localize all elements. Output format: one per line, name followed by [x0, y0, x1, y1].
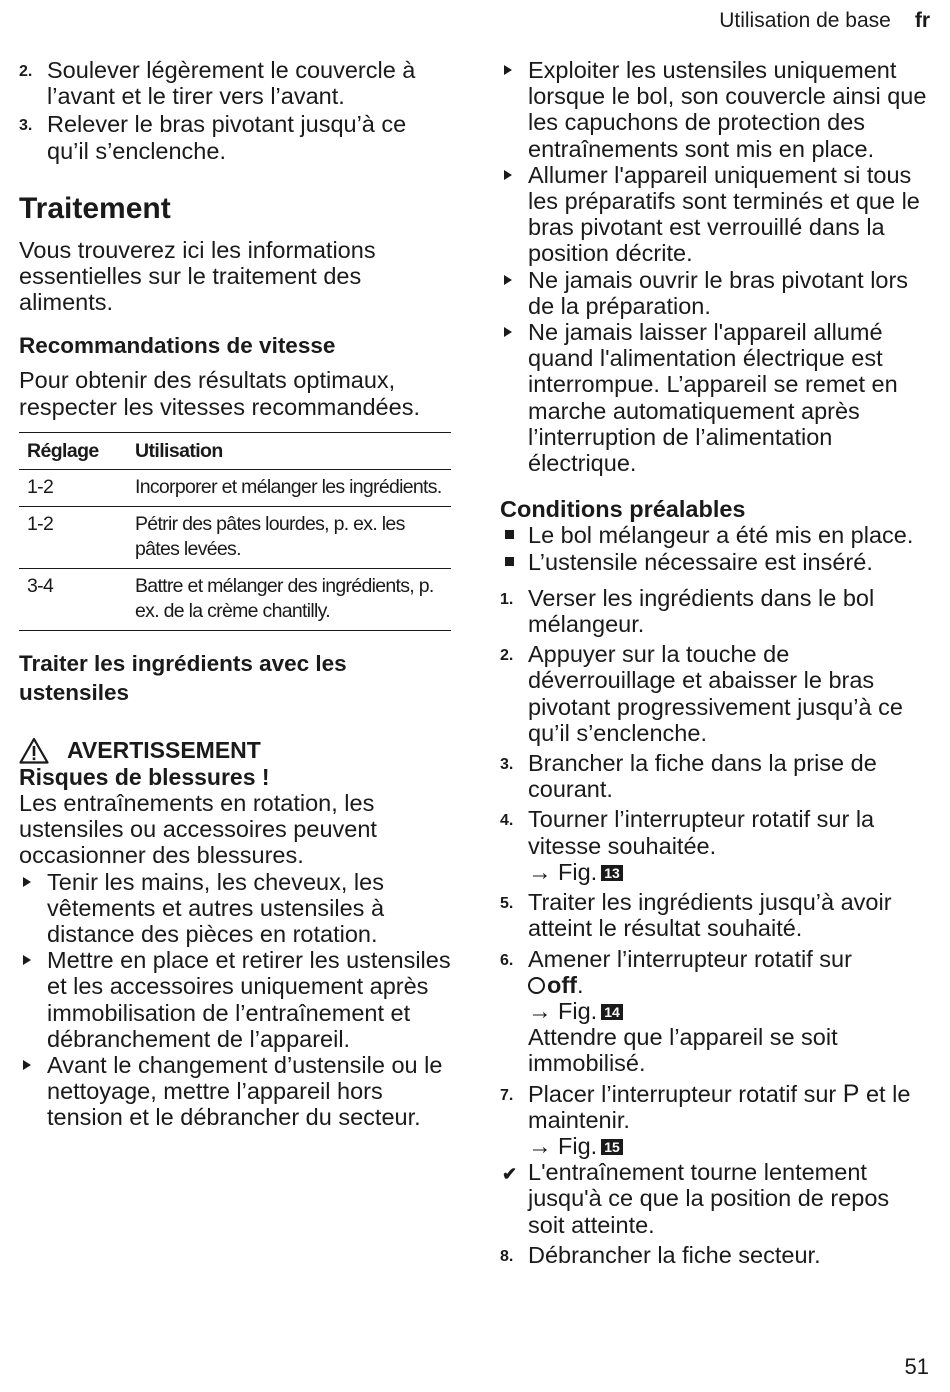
off-position: off. [528, 972, 932, 998]
left-column [19, 57, 451, 1131]
step-3 [500, 750, 932, 802]
table-cell: Pétrir des pâtes lourdes, p. ex. les pâtes levées. [127, 506, 451, 568]
figure-prefix: → Fig. [528, 1132, 598, 1159]
square-bullet-icon [505, 530, 514, 539]
off-circle-icon [528, 977, 545, 994]
column-header: Réglage [19, 432, 127, 469]
warning-triangle-icon [19, 737, 49, 764]
off-label: off [547, 971, 578, 998]
figure-reference [528, 1133, 932, 1159]
bullet-arrow-icon [504, 65, 512, 75]
step-number: 2. [500, 647, 514, 665]
list-item [19, 869, 451, 948]
step-result [500, 1159, 932, 1238]
list-item-text: Exploiter les ustensiles uniquement lorsque le bol, son couvercle ainsi que les capuchons de protection des entraînements sont mis en place. [528, 57, 927, 162]
step-text: Amener l’interrupteur rotatif sur [528, 945, 852, 972]
step-text: Soulever légèrement le couvercle à l’avant et le tirer vers l’avant. [47, 57, 416, 110]
step-text: et le maintenir. [528, 1080, 911, 1133]
intro-paragraph: Vous trouverez ici les informations essentielles sur le traitement des aliments. [19, 236, 376, 316]
step-text: Brancher la fiche dans la prise de courant. [528, 750, 877, 803]
bullet-arrow-icon [504, 327, 512, 337]
list-item [500, 319, 932, 476]
list-item-text: Avant le changement d’ustensile ou le nettoyage, mettre l’appareil hors tension et le débrancher du secteur. [47, 1052, 443, 1131]
warning-block [19, 737, 451, 1131]
table-cell: 3-4 [19, 568, 127, 630]
step-1 [500, 585, 932, 637]
step-2 [19, 57, 451, 109]
tools-heading: Traiter les ingrédients avec les ustensiles [19, 650, 347, 705]
bullet-arrow-icon [504, 170, 512, 180]
table-row [19, 568, 451, 630]
step-number: 3. [500, 756, 514, 774]
step-number: 8. [500, 1247, 514, 1265]
warning-text: Les entraînements en rotation, les ustensiles ou accessoires peuvent occasionner des blessures. [19, 790, 377, 869]
figure-reference [528, 859, 932, 885]
checkmark-icon: ✔ [502, 1164, 518, 1185]
conditions-heading: Conditions préalables [500, 496, 746, 523]
list-item-text: Mettre en place et retirer les ustensiles et les accessoires uniquement après immobilisation de l’entraînement et débranchement de l’appareil. [47, 947, 451, 1052]
step-7 [500, 1081, 932, 1160]
list-item-text: Ne jamais laisser l'appareil allumé quand l'alimentation électrique est interrompue. L’appareil se remet en marche automatiquement après l’interruption de l’alimentation électrique. [528, 319, 898, 477]
condition-text: Le bol mélangeur a été mis en place. [528, 522, 914, 549]
list-item [500, 267, 932, 319]
table-cell: 1-2 [19, 506, 127, 568]
condition-item [500, 549, 932, 575]
bullet-arrow-icon [23, 955, 31, 965]
table-cell: 1-2 [19, 469, 127, 506]
figure-number-badge: 13 [601, 865, 623, 881]
bullet-arrow-icon [23, 877, 31, 887]
procedure-steps [500, 585, 932, 1268]
figure-prefix: → Fig. [528, 997, 598, 1024]
page-number: 51 [904, 1354, 929, 1379]
step-number: 7. [500, 1086, 514, 1104]
condition-text: L’ustensile nécessaire est inséré. [528, 548, 873, 575]
step-number: 6. [500, 951, 514, 969]
warning-title [19, 737, 451, 764]
figure-prefix: → Fig. [528, 858, 598, 885]
list-item [500, 57, 932, 162]
warning-label: AVERTISSEMENT [67, 737, 261, 764]
step-text: Traiter les ingrédients jusqu’à avoir atteint le résultat souhaité. [528, 889, 892, 942]
list-item-text: Allumer l'appareil uniquement si tous les préparatifs sont terminés et que le bras pivotant est verrouillé dans la position décrite. [528, 161, 920, 267]
figure-reference [528, 998, 932, 1024]
page-header [719, 9, 930, 33]
step-text: Placer l’interrupteur rotatif sur [528, 1080, 837, 1107]
step-text: Débrancher la fiche secteur. [528, 1241, 821, 1268]
right-column [500, 57, 932, 1268]
step-text: Relever le bras pivotant jusqu’à ce qu’il s’enclenche. [47, 111, 407, 164]
step-4 [500, 806, 932, 885]
language-code: fr [914, 9, 930, 32]
table-header-row [19, 432, 451, 469]
list-item [19, 1052, 451, 1131]
step-number: 4. [500, 812, 514, 830]
table-cell: Incorporer et mélanger les ingrédients. [127, 469, 451, 506]
step-5 [500, 889, 932, 941]
step-number: 2. [19, 63, 33, 80]
list-item [19, 947, 451, 1052]
step-text: Tourner l’interrupteur rotatif sur la vitesse souhaitée. [528, 806, 875, 859]
bullet-arrow-icon [504, 275, 512, 285]
list-item-text: Ne jamais ouvrir le bras pivotant lors de la préparation. [528, 266, 909, 319]
warning-subtitle: Risques de blessures ! [19, 763, 270, 790]
step-text: Verser les ingrédients dans le bol mélangeur. [528, 584, 875, 638]
section-title: Traitement [19, 191, 171, 225]
step-number: 1. [500, 590, 514, 608]
square-bullet-icon [505, 557, 514, 566]
speed-heading: Recommandations de vitesse [19, 333, 336, 359]
result-text: L'entraînement tourne lentement jusqu'à ce que la position de repos soit atteinte. [528, 1159, 890, 1238]
step-8 [500, 1242, 932, 1268]
step-number: 3. [19, 117, 33, 135]
table-row [19, 506, 451, 568]
speed-paragraph: Pour obtenir des résultats optimaux, respecter les vitesses recommandées. [19, 367, 420, 420]
figure-number-badge: 14 [601, 1004, 623, 1020]
section-name: Utilisation de base [719, 9, 891, 32]
list-item [500, 162, 932, 267]
step-number: 5. [500, 895, 514, 913]
step-2 [500, 641, 932, 746]
step-note: Attendre que l’appareil se soit immobilisé. [528, 1024, 838, 1077]
list-item-text: Tenir les mains, les cheveux, les vêtements et autres ustensiles à distance des pièces en rotation. [47, 868, 385, 948]
step-6 [500, 946, 932, 1077]
column-header: Utilisation [127, 432, 451, 469]
bullet-arrow-icon [23, 1060, 31, 1070]
table-cell: Battre et mélanger des ingrédients, p. ex. de la crème chantilly. [127, 568, 451, 630]
pulse-symbol: P [842, 1079, 860, 1108]
condition-item [500, 522, 932, 548]
speed-table [19, 432, 451, 631]
table-row [19, 469, 451, 506]
step-text: Appuyer sur la touche de déverrouillage et abaisser le bras pivotant progressivement jusqu’à ce qu’il s’enclenche. [528, 641, 903, 746]
figure-number-badge: 15 [601, 1139, 623, 1155]
step-3 [19, 111, 451, 163]
